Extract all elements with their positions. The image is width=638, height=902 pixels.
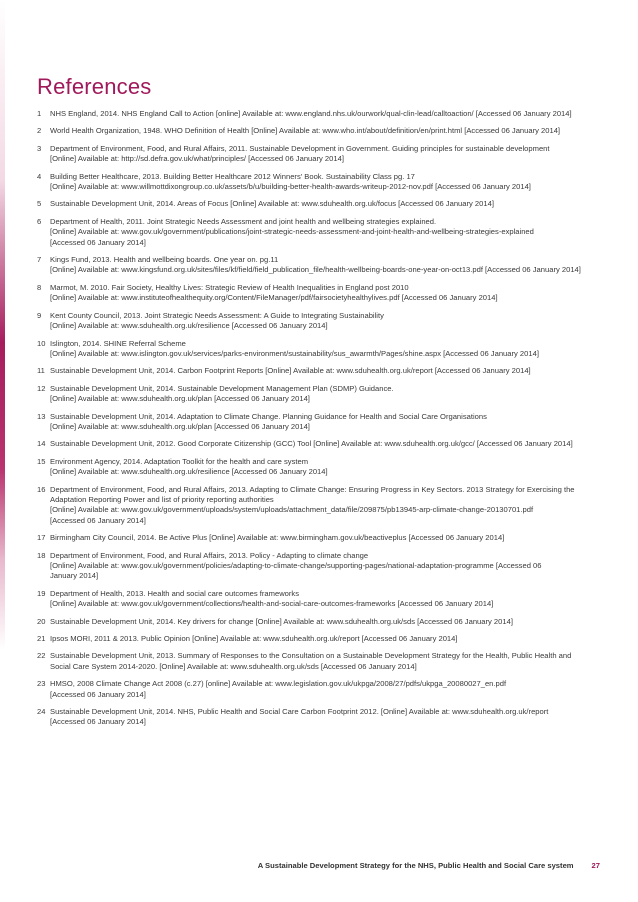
reference-number: 3 (37, 143, 42, 153)
reference-number: 24 (37, 707, 46, 717)
reference-number: 18 (37, 550, 46, 560)
reference-item (37, 311, 604, 332)
reference-text-line: January 2014] (50, 571, 99, 581)
reference-text-line: [Online] Available at: www.sduhealth.org.uk/resilience [Accessed 06 January 2014] (50, 321, 328, 331)
reference-text-line: Marmot, M. 2010. Fair Society, Healthy Lives: Strategic Review of Health Inequalities in England post 2010 (50, 282, 409, 292)
reference-number: 10 (37, 338, 46, 348)
reference-number: 2 (37, 126, 42, 136)
reference-number: 23 (37, 679, 46, 689)
references-list (37, 109, 604, 735)
reference-number: 8 (37, 282, 42, 292)
reference-text-line: Department of Environment, Food, and Rural Affairs, 2013. Policy - Adapting to climate change (50, 550, 369, 560)
reference-number: 22 (37, 651, 46, 661)
reference-item (37, 457, 604, 478)
reference-item (37, 439, 604, 449)
reference-item (37, 384, 604, 405)
reference-text-line: [Online] Available at: www.willmottdixongroup.co.uk/assets/b/u/building-better-health-awards-writeup-2012-nov.pdf [Accessed 06 January 2014] (50, 182, 531, 192)
reference-text-line: Building Better Healthcare, 2013. Building Better Healthcare 2012 Winners' Book. Sustainability Class pg. 17 (50, 171, 415, 181)
reference-text-line: [Online] Available at: www.gov.uk/government/collections/health-and-social-care-outcomes-frameworks [Accessed 06 January 2014] (50, 599, 494, 609)
reference-number: 16 (37, 484, 46, 494)
footer-document-title: A Sustainable Development Strategy for the NHS, Public Health and Social Care system (257, 861, 574, 870)
reference-item (37, 283, 604, 304)
reference-item (37, 707, 604, 728)
reference-number: 17 (37, 533, 46, 543)
page-title: References (37, 74, 152, 99)
reference-text-line: [Online] Available at: http://sd.defra.gov.uk/what/principles/ [Accessed 06 January 2014] (50, 154, 344, 164)
reference-item (37, 366, 604, 376)
reference-item (37, 551, 604, 582)
reference-text-line: [Online] Available at: www.sduhealth.org.uk/resilience [Accessed 06 January 2014] (50, 467, 328, 477)
reference-text-line: [Online] Available at: www.gov.uk/government/uploads/system/uploads/attachment_data/file/209875/pb13945-arp-climate-change-20130701.pdf (50, 505, 534, 515)
reference-text-line: Sustainable Development Unit, 2014. Key drivers for change [Online] Available at: www.sduhealth.org.uk/sds [Accessed 06 January 2014] (50, 616, 513, 626)
reference-number: 7 (37, 255, 42, 265)
reference-number: 21 (37, 634, 46, 644)
reference-text-line: Ipsos MORI, 2011 & 2013. Public Opinion [Online] Available at: www.sduhealth.org.uk/report [Accessed 06 January 2014] (50, 634, 458, 644)
reference-item (37, 485, 604, 527)
reference-text-line: [Accessed 06 January 2014] (50, 717, 146, 727)
reference-item (37, 533, 604, 543)
reference-text-line: Sustainable Development Unit, 2014. Sustainable Development Management Plan (SDMP) Guidance. (50, 383, 394, 393)
reference-item (37, 109, 604, 119)
reference-text-line: [Online] Available at: www.instituteofhealthequity.org/Content/FileManager/pdf/fairsocietyhealthylives.pdf [Accessed 06 January 2014] (50, 293, 498, 303)
reference-text-line: Sustainable Development Unit, 2014. Areas of Focus [Online] Available at: www.sduhealth.org.uk/focus [Accessed 06 January 2014] (50, 199, 494, 209)
reference-text-line: Department of Environment, Food, and Rural Affairs, 2011. Sustainable Development in Government. Guiding principles for sustainable development (50, 143, 550, 153)
reference-text-line: [Online] Available at: www.kingsfund.org.uk/sites/files/kf/field/field_publication_file/health-wellbeing-boards-one-year-on-oct13.pdf [Accessed 06 January 2014] (50, 265, 581, 275)
reference-text-line: [Accessed 06 January 2014] (50, 515, 146, 525)
reference-text-line: [Online] Available at: www.islington.gov.uk/services/parks-environment/sustainability/sus_awarmth/Pages/shine.aspx [Accessed 06 January 2014] (50, 348, 539, 358)
reference-text-line: [Online] Available at: www.gov.uk/government/policies/adapting-to-climate-change/supporting-pages/national-adaptation-programme [Accessed 06 (50, 561, 542, 570)
page-footer (0, 861, 600, 870)
reference-number: 11 (37, 366, 45, 376)
reference-text-line: NHS England, 2014. NHS England Call to Action [online] Available at: www.england.nhs.uk/ourwork/qual-clin-lead/calltoaction/ [Accessed 06 January 2014] (50, 109, 572, 118)
reference-text-line: Department of Health, 2013. Health and social care outcomes frameworks (50, 588, 300, 598)
reference-number: 12 (37, 383, 46, 393)
reference-item (37, 412, 604, 433)
reference-item (37, 589, 604, 610)
reference-text-line: Adaptation Reporting Power and list of priority reporting authorities (50, 494, 274, 504)
reference-text-line: Department of Environment, Food, and Rural Affairs, 2013. Adapting to Climate Change: Ensuring Progress in Key Sectors. 2013 Strategy for Exercising the (50, 484, 575, 494)
reference-text-line: HMSO, 2008 Climate Change Act 2008 (c.27) [online] Available at: www.legislation.gov.uk/ukpga/2008/27/pdfs/ukpga_20080027_en.pdf (50, 679, 507, 689)
reference-number: 14 (37, 439, 46, 449)
reference-text-line: [Online] Available at: www.sduhealth.org.uk/plan [Accessed 06 January 2014] (50, 421, 310, 431)
reference-item (37, 679, 604, 700)
reference-text-line: Kent County Council, 2013. Joint Strategic Needs Assessment: A Guide to Integrating Sustainability (50, 310, 384, 320)
reference-text-line: Sustainable Development Unit, 2012. Good Corporate Citizenship (GCC) Tool [Online] Available at: www.sduhealth.org.uk/gcc/ [Accessed 06 January 2014] (50, 439, 573, 449)
reference-number: 5 (37, 199, 42, 209)
reference-item (37, 199, 604, 209)
reference-item (37, 651, 604, 672)
reference-number: 13 (37, 411, 46, 421)
reference-number: 4 (37, 171, 42, 181)
reference-item (37, 634, 604, 644)
reference-text-line: [Accessed 06 January 2014] (50, 689, 146, 699)
reference-item (37, 217, 604, 248)
reference-text-line: Sustainable Development Unit, 2013. Summary of Responses to the Consultation on a Sustainable Development Strategy for the Health, Public Health and (50, 651, 572, 661)
reference-text-line: Sustainable Development Unit, 2014. Carbon Footprint Reports [Online] Available at: www.sduhealth.org.uk/report [Accessed 06 January 2014] (50, 366, 531, 376)
reference-text-line: [Online] Available at: www.gov.uk/government/publications/joint-strategic-needs-assessment-and-joint-health-and-wellbeing-strategies-explained (50, 227, 534, 237)
reference-number: 15 (37, 456, 46, 466)
reference-text-line: Islington, 2014. SHINE Referral Scheme (50, 338, 186, 348)
reference-item (37, 144, 604, 165)
reference-text-line: Environment Agency, 2014. Adaptation Toolkit for the health and care system (50, 456, 309, 466)
reference-number: 6 (37, 216, 42, 226)
reference-text-line: Birmingham City Council, 2014. Be Active Plus [Online] Available at: www.birmingham.gov.uk/beactiveplus [Accessed 06 January 2014] (50, 533, 505, 543)
reference-number: 1 (37, 109, 42, 118)
reference-item (37, 617, 604, 627)
reference-text-line: [Accessed 06 January 2014] (50, 237, 146, 247)
reference-text-line: [Online] Available at: www.sduhealth.org.uk/plan [Accessed 06 January 2014] (50, 394, 310, 404)
reference-number: 9 (37, 310, 42, 320)
reference-text-line: Sustainable Development Unit, 2014. NHS, Public Health and Social Care Carbon Footprint 2012. [Online] Available at: www.sduhealth.org.uk/report (50, 707, 549, 717)
reference-text-line: Kings Fund, 2013. Health and wellbeing boards. One year on. pg.11 (50, 255, 279, 265)
reference-item (37, 172, 604, 193)
reference-number: 19 (37, 588, 46, 598)
decorative-edge-band (0, 0, 5, 902)
page-number: 27 (591, 861, 600, 870)
reference-item (37, 126, 604, 136)
reference-text-line: World Health Organization, 1948. WHO Definition of Health [Online] Available at: www.who.int/about/definition/en/print.html [Accessed 06 January 2014] (50, 126, 561, 136)
reference-item (37, 339, 604, 360)
reference-text-line: Department of Health, 2011. Joint Strategic Needs Assessment and joint health and wellbeing strategies explained. (50, 216, 437, 226)
reference-text-line: Sustainable Development Unit, 2014. Adaptation to Climate Change. Planning Guidance for Health and Social Care Organisations (50, 411, 487, 421)
reference-number: 20 (37, 616, 46, 626)
reference-text-line: Social Care System 2014-2020. [Online] Available at: www.sduhealth.org.uk/sds [Accessed 06 January 2014] (50, 661, 417, 671)
reference-item (37, 255, 604, 276)
